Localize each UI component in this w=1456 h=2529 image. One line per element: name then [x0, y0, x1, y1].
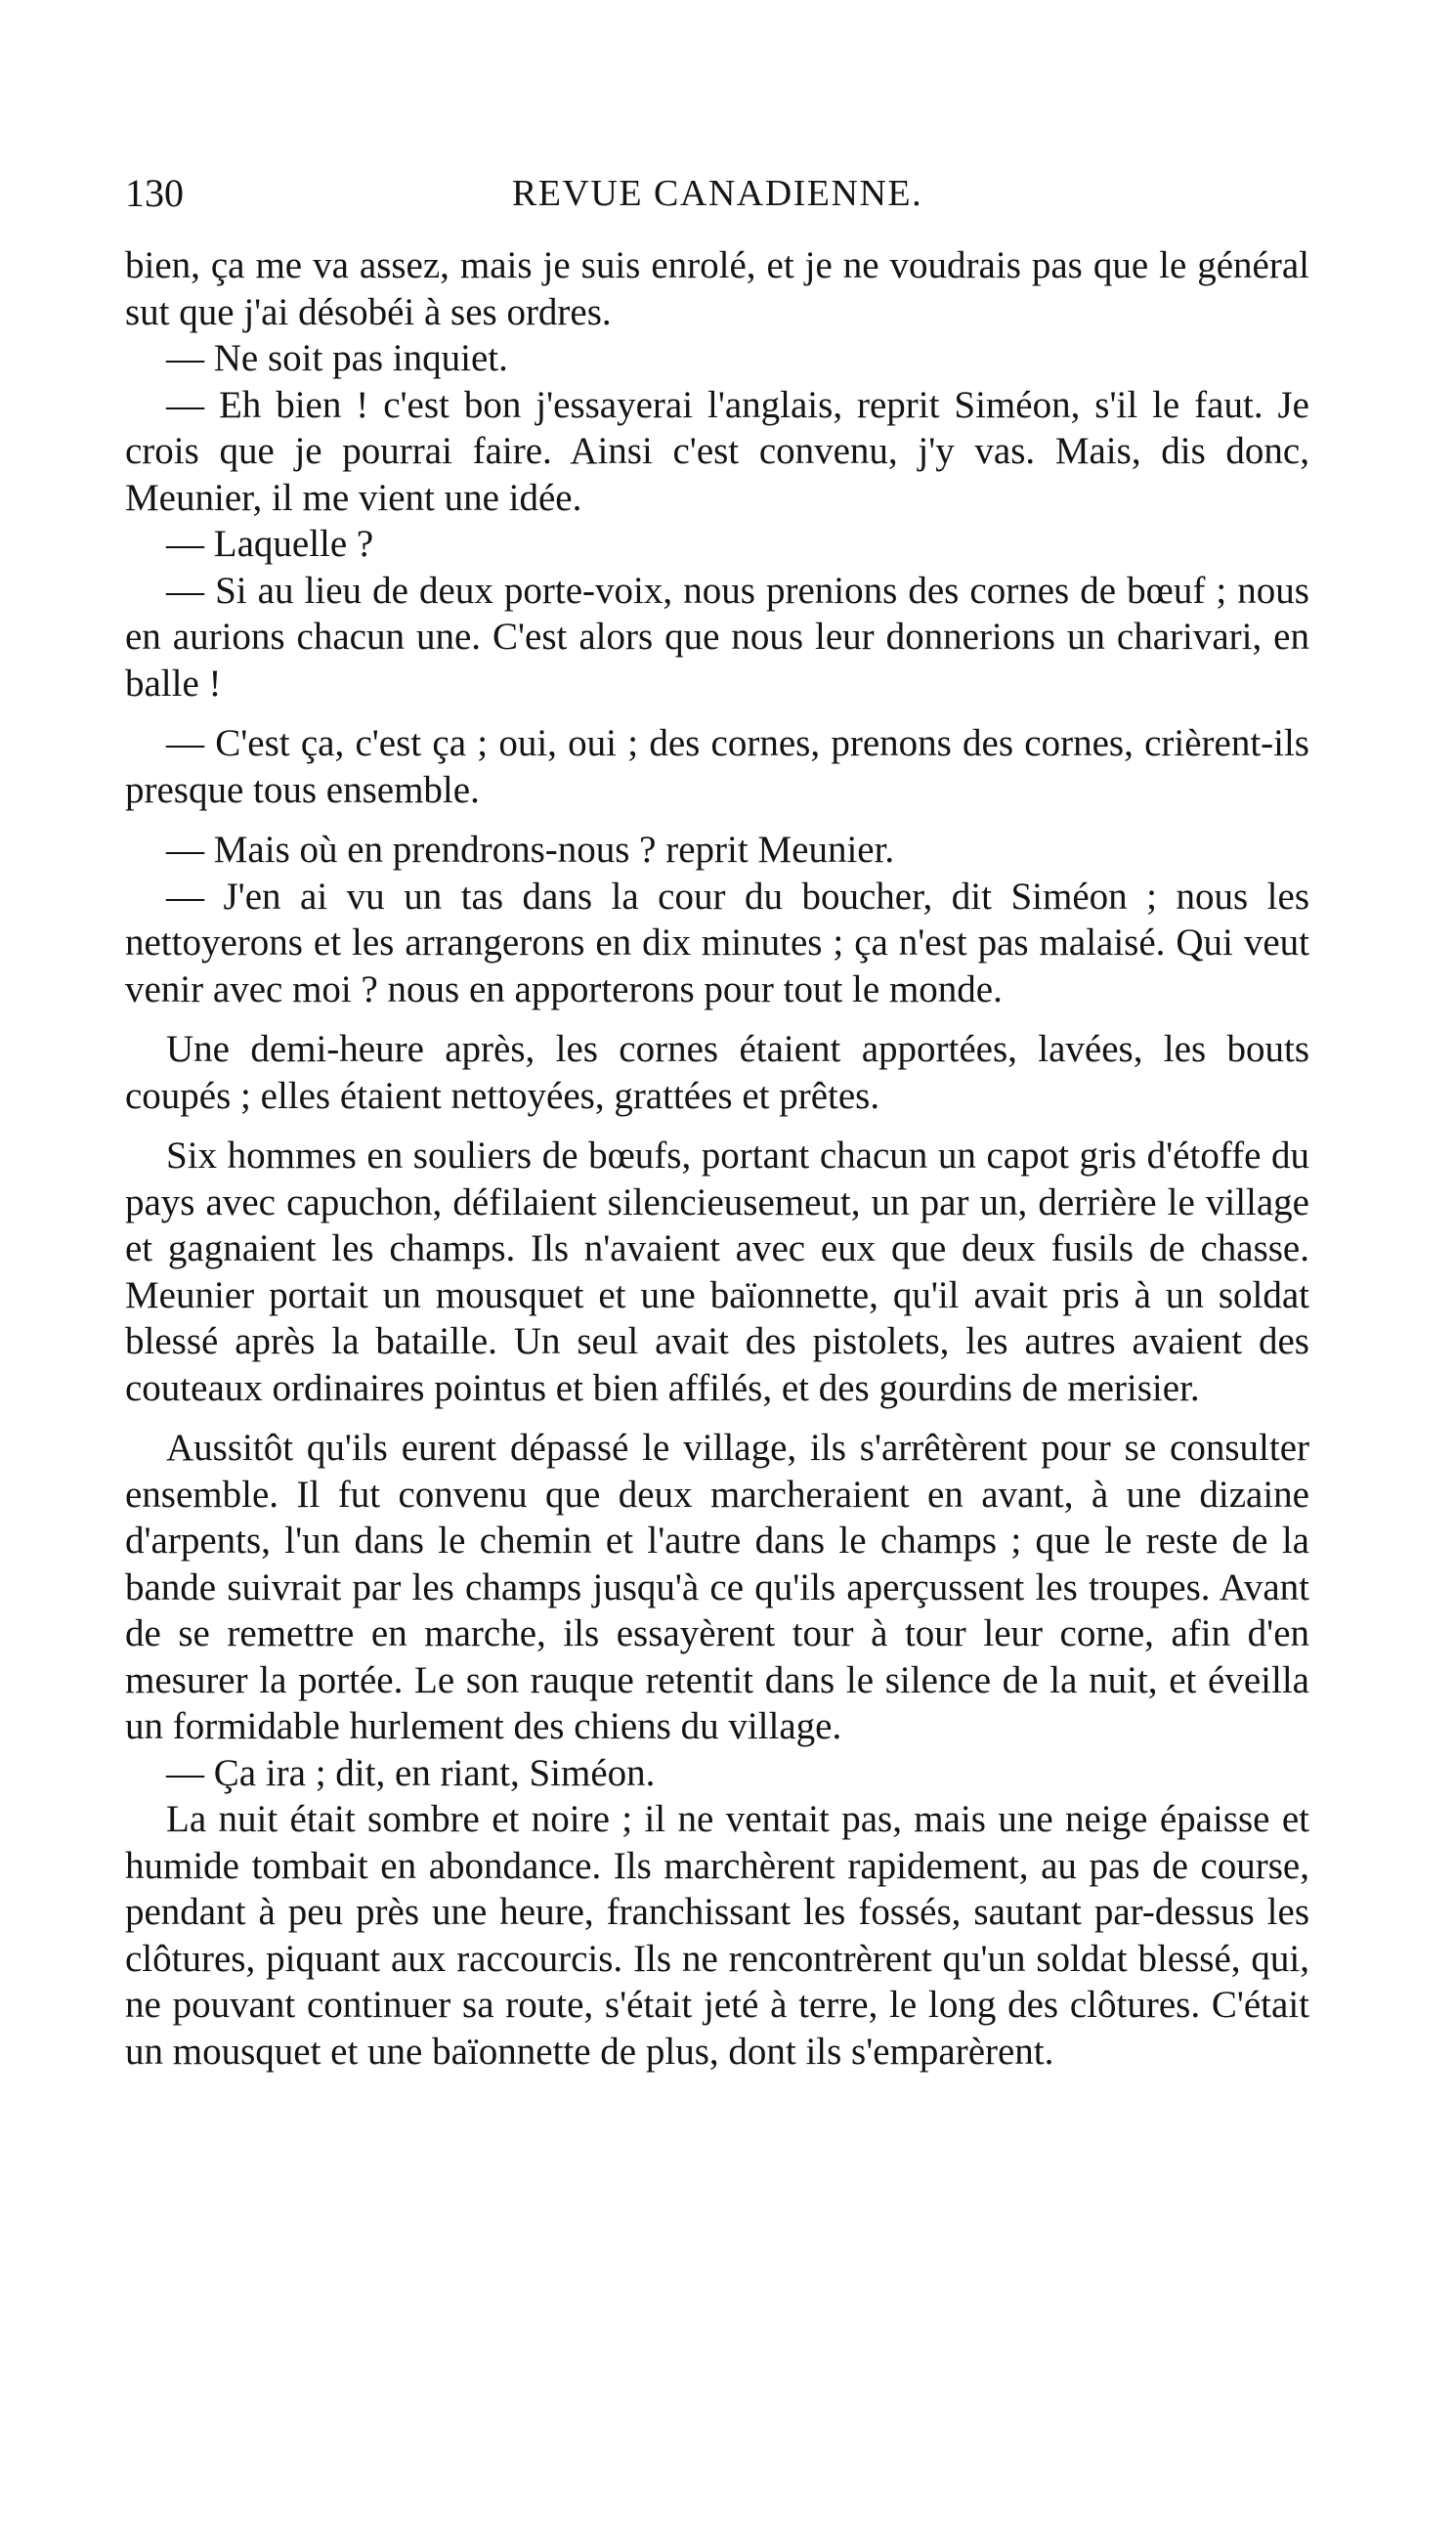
dialogue-line: — C'est ça, c'est ça ; oui, oui ; des cornes, prenons des cornes, crièrent-ils presque tous ensemble.	[125, 722, 1309, 811]
dialogue-line: — Ça ira ; dit, en riant, Siméon.	[166, 1751, 656, 1794]
dialogue-line: — Eh bien ! c'est bon j'essayerai l'anglais, reprit Siméon, s'il le faut. Je crois que je pourrai faire. Ainsi c'est convenu, j'y vas. Mais, dis donc, Meunier, il me vient une idée.	[125, 383, 1309, 519]
page-body	[125, 242, 1309, 2075]
narrative-paragraph: Une demi-heure après, les cornes étaient apportées, lavées, les bouts coupés ; elles étaient nettoyées, grattées et prêtes.	[125, 1028, 1309, 1117]
dialogue-line: — Si au lieu de deux porte-voix, nous prenions des cornes de bœuf ; nous en aurions chacun une. C'est alors que nous leur donnerions un charivari, en balle !	[125, 569, 1309, 705]
page-number: 130	[125, 171, 184, 215]
narrative-paragraph: Six hommes en souliers de bœufs, portant chacun un capot gris d'étoffe du pays avec capuchon, défilaient silencieusemeut, un par un, derrière le village et gagnaient les champs. Ils n'avaient avec eux que deux fusils de chasse. Meunier portait un mousquet et une baïonnette, qu'il avait pris à un soldat blessé après la bataille. Un seul avait des pistolets, les autres avaient des couteaux ordinaires pointus et bien affilés, et des gourdins de merisier.	[125, 1135, 1309, 1409]
dialogue-line: — J'en ai vu un tas dans la cour du boucher, dit Siméon ; nous les nettoyerons et les arrangerons en dix minutes ; ça n'est pas malaisé. Qui veut venir avec moi ? nous en apporterons pour tout le monde.	[125, 875, 1309, 1010]
paragraph-continuation: bien, ça me va assez, mais je suis enrolé, et je ne voudrais pas que le général sut que j'ai désobéi à ses ordres.	[125, 244, 1309, 333]
narrative-paragraph: La nuit était sombre et noire ; il ne ventait pas, mais une neige épaisse et humide tombait en abondance. Ils marchèrent rapidement, au pas de course, pendant à peu près une heure, franchissant les fossés, sautant par-dessus les clôtures, piquant aux raccourcis. Ils ne rencontrèrent qu'un soldat blessé, qui, ne pouvant continuer sa route, s'était jeté à terre, le long des clôtures. C'était un mousquet et une baïonnette de plus, dont ils s'emparèrent.	[125, 1798, 1309, 2073]
narrative-paragraph: Aussitôt qu'ils eurent dépassé le village, ils s'arrêtèrent pour se consulter ensemble. Il fut convenu que deux marcheraient en avant, à une dizaine d'arpents, l'un dans le chemin et l'autre dans le champs ; que le reste de la bande suivrait par les champs jusqu'à ce qu'ils aperçussent les troupes. Avant de se remettre en marche, ils essayèrent tour à tour leur corne, afin d'en mesurer la portée. Le son rauque retentit dans le silence de la nuit, et éveilla un formidable hurlement des chiens du village.	[125, 1427, 1309, 1747]
dialogue-line: — Ne soit pas inquiet.	[166, 337, 508, 379]
page-header	[125, 164, 1309, 223]
dialogue-line: — Laquelle ?	[166, 523, 374, 565]
dialogue-line: — Mais où en prendrons-nous ? reprit Meunier.	[166, 829, 895, 871]
running-title: REVUE CANADIENNE.	[511, 173, 923, 214]
